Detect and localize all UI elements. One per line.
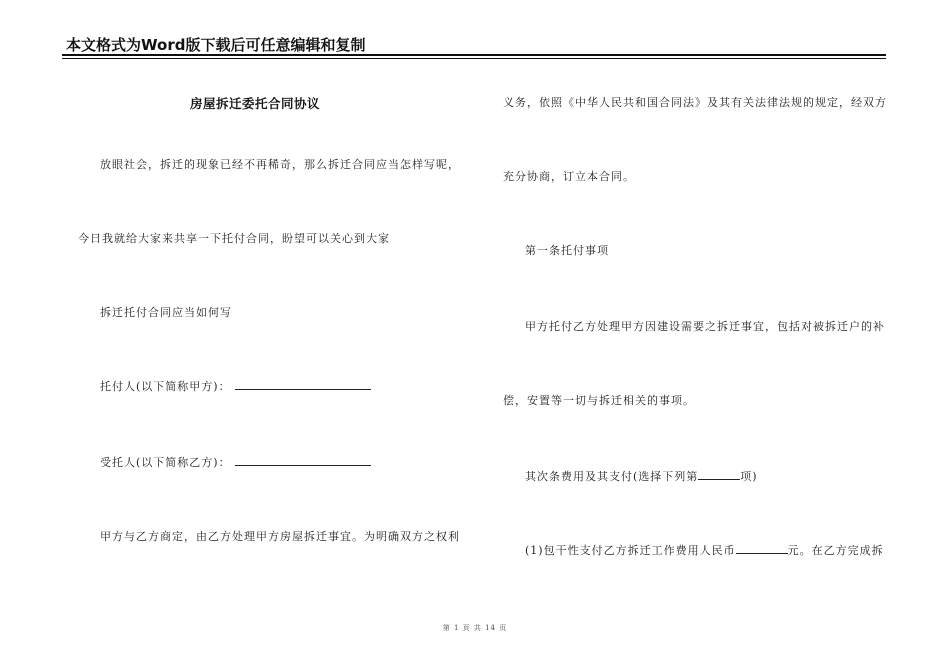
- agent-label: 受托人(以下简称乙方)：: [100, 456, 231, 469]
- page-footer: 第 1 页 共 14 页: [442, 624, 508, 632]
- article-heading: 第一条托付事项: [525, 244, 609, 257]
- header-divider: [62, 54, 886, 56]
- principal-blank: [235, 379, 371, 390]
- item1-suffix: 元。在乙方完成拆: [787, 544, 884, 557]
- principal-label: 托付人(以下简称甲方)：: [100, 380, 231, 393]
- paragraph: 充分协商，订立本合同。: [503, 170, 635, 183]
- item1-prefix: (1)包干性支付乙方拆迁工作费用人民币: [525, 544, 736, 557]
- item1-blank: [736, 543, 788, 554]
- header-divider-thin: [62, 58, 886, 59]
- paragraph: 义务，依照《中华人民共和国合同法》及其有关法律法规的规定，经双方: [503, 96, 887, 109]
- article-heading: [525, 468, 758, 484]
- document-title: 房屋拆迁委托合同协议: [190, 96, 321, 111]
- article2-prefix: 其次条费用及其支付(选择下列第: [525, 470, 699, 483]
- paragraph: [525, 542, 884, 558]
- paragraph: 偿，安置等一切与拆迁相关的事项。: [503, 394, 695, 407]
- agent-field: [100, 454, 371, 470]
- article2-suffix: 项): [740, 470, 758, 483]
- document-banner: 本文格式为Word版下载后可任意编辑和复制: [66, 36, 366, 54]
- principal-field: [100, 378, 371, 394]
- paragraph: 甲方托付乙方处理甲方因建设需要之拆迁事宜，包括对被拆迁户的补: [525, 320, 885, 333]
- paragraph: 拆迁托付合同应当如何写: [100, 306, 232, 319]
- paragraph: 今日我就给大家来共享一下托付合同，盼望可以关心到大家: [78, 232, 390, 245]
- paragraph: 甲方与乙方商定，由乙方处理甲方房屋拆迁事宜。为明确双方之权利: [100, 530, 460, 543]
- article2-blank: [698, 469, 740, 480]
- paragraph: 放眼社会，拆迁的现象已经不再稀奇，那么拆迁合同应当怎样写呢，: [100, 158, 460, 171]
- agent-blank: [235, 455, 371, 466]
